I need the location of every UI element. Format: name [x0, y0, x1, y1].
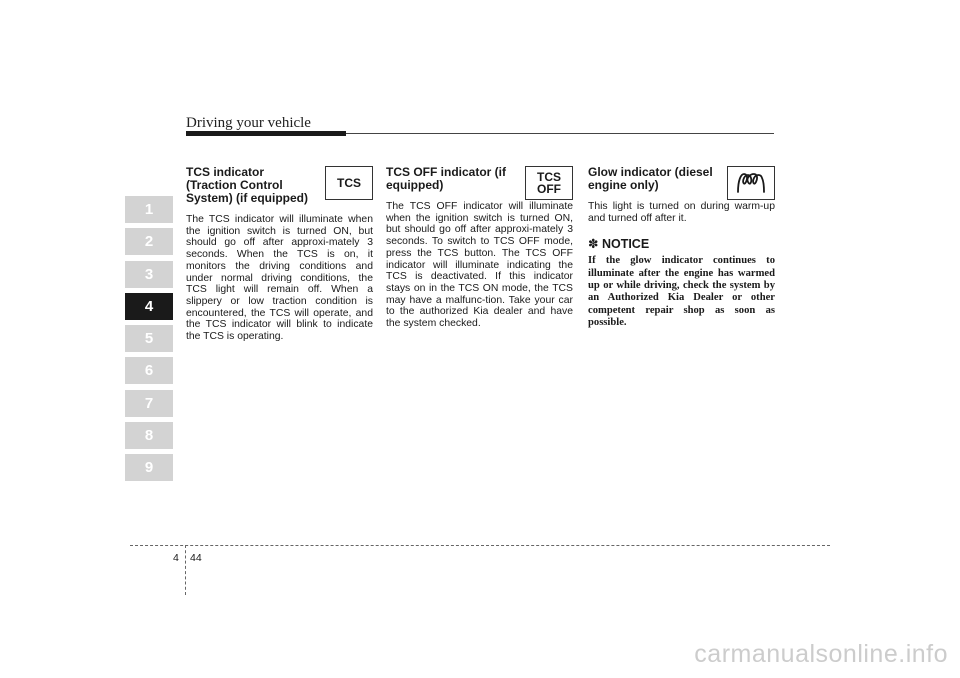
footer-rule	[130, 545, 830, 546]
chapter-tab-7[interactable]: 7	[125, 390, 173, 417]
icon-label: TCS	[337, 176, 361, 190]
chapter-tab-9[interactable]: 9	[125, 454, 173, 481]
notice-title: ✽ NOTICE	[588, 237, 650, 252]
footer-page-number: 44	[190, 552, 202, 564]
section-tcs-off-indicator	[386, 166, 573, 330]
chapter-tab-1[interactable]: 1	[125, 196, 173, 223]
chapter-tabs	[125, 196, 173, 487]
chapter-tab-4[interactable]: 4	[125, 293, 173, 320]
icon-label-line-1: TCS	[537, 170, 561, 184]
chapter-tab-6[interactable]: 6	[125, 357, 173, 384]
watermark: carmanualsonline.info	[694, 640, 948, 668]
section-tcs-indicator	[186, 166, 373, 343]
tcs-off-indicator-icon	[525, 166, 573, 200]
section-heading: TCS OFF indicator (if equipped)	[386, 165, 506, 192]
section-heading: TCS indicator (Traction Control System) (if equipped)	[186, 165, 309, 205]
footer-divider	[185, 545, 186, 595]
icon-label-line-2: OFF	[537, 182, 561, 196]
tcs-indicator-icon	[325, 166, 373, 200]
footer-chapter-number: 4	[173, 552, 179, 564]
chapter-tab-8[interactable]: 8	[125, 422, 173, 449]
section-glow-indicator	[588, 166, 775, 329]
page-header-title: Driving your vehicle	[186, 115, 311, 131]
glow-plug-coil-icon	[727, 166, 775, 200]
header-accent-bar	[186, 131, 346, 136]
section-body: This light is turned on during warm-up and turned off after it.	[588, 201, 775, 224]
section-body: The TCS indicator will illuminate when the ignition switch is turned ON, but should go off after approxi-mately 3 seconds. When the TCS is on, it monitors the driving conditions and under normal driving conditions, the TCS light will remain off. When a slippery or low traction condition is encountered, the TCS will operate, and the TCS indicator will blink to indicate the TCS is operating.	[186, 214, 373, 343]
chapter-tab-5[interactable]: 5	[125, 325, 173, 352]
chapter-tab-3[interactable]: 3	[125, 261, 173, 288]
notice-text: If the glow indicator continues to illuminate after the engine has warmed up or while driving, check the system by an Authorized Kia Dealer or other competent repair shop as soon as possible.	[588, 255, 775, 328]
section-body: The TCS OFF indicator will illuminate when the ignition switch is turned ON, but should go off after approxi-mately 3 seconds. To switch to TCS OFF mode, press the TCS button. The TCS OFF indicator will illuminate indicating the TCS is deactivated. If this indicator stays on in the TCS ON mode, the TCS may have a malfunc-tion. Take your car to the authorized Kia dealer and have the system checked.	[386, 201, 573, 330]
section-heading: Glow indicator (diesel engine only)	[588, 165, 713, 192]
chapter-tab-2[interactable]: 2	[125, 228, 173, 255]
